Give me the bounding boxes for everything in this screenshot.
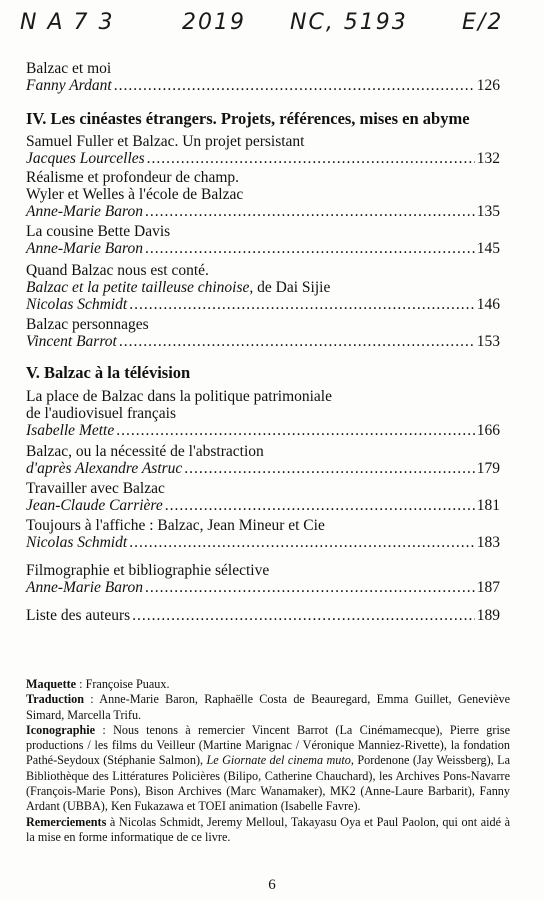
dot-leader bbox=[129, 534, 475, 552]
dot-leader bbox=[145, 203, 475, 221]
entry-title: Filmographie et bibliographie sélective bbox=[26, 562, 270, 579]
credit-label: Traduction bbox=[26, 692, 85, 707]
entry-page: 145 bbox=[476, 240, 500, 257]
handwritten-annotation bbox=[0, 10, 544, 50]
section-heading: V. Balzac à la télévision bbox=[26, 363, 191, 382]
entry-page: 183 bbox=[476, 534, 500, 551]
dot-leader bbox=[165, 497, 475, 515]
entry-title: Travailler avec Balzac bbox=[26, 480, 165, 497]
toc-entry bbox=[26, 60, 500, 95]
credit-text: , Pordenone (Jay Weissberg), La Bibliothèque des Littératures Policières (Bilipo, Catherine Chauchard), les Archives Pons-Navarre (François-Marie Pons), Bison Archives (Marc Wanamaker), MK2 (Anne-Laure Barbarit), Fanny Ardant (UBBA), Ken Fukazawa et TOEI animation (Isabelle Favre). bbox=[26, 753, 510, 814]
entry-title: La place de Balzac dans la politique patrimoniale bbox=[26, 388, 332, 405]
section-heading: IV. Les cinéastes étrangers. Projets, références, mises en abyme bbox=[26, 109, 470, 128]
credit-label: Remerciements bbox=[26, 814, 107, 829]
entry-title: Liste des auteurs bbox=[26, 607, 131, 624]
entry-title: Réalisme et profondeur de champ. bbox=[26, 169, 240, 186]
page-number: 6 bbox=[268, 877, 276, 893]
toc-entry bbox=[26, 223, 500, 258]
toc-entry bbox=[26, 443, 500, 478]
entry-author: Nicolas Schmidt bbox=[26, 296, 128, 313]
entry-title: Wyler et Welles à l'école de Balzac bbox=[26, 186, 244, 203]
entry-title: Samuel Fuller et Balzac. Un projet persistant bbox=[26, 133, 305, 150]
entry-author: Anne-Marie Baron bbox=[26, 240, 143, 257]
entry-title: Quand Balzac nous est conté. bbox=[26, 262, 209, 279]
credit-traduction bbox=[26, 692, 510, 723]
entry-author: Vincent Barrot bbox=[26, 333, 117, 350]
dot-leader bbox=[119, 333, 475, 351]
dot-leader bbox=[145, 240, 475, 258]
handwritten-copy: E/2 bbox=[462, 10, 504, 35]
handwritten-code: N A 7 3 bbox=[20, 10, 115, 35]
toc-entry bbox=[26, 262, 500, 314]
credits-block bbox=[26, 677, 510, 845]
toc-entry bbox=[26, 133, 500, 168]
dot-leader bbox=[147, 150, 475, 168]
entry-subtitle-rest: de Dai Sijie bbox=[253, 279, 331, 296]
entry-page: 179 bbox=[476, 460, 500, 477]
entry-author: Jacques Lourcelles bbox=[26, 150, 145, 167]
entry-page: 189 bbox=[476, 607, 500, 624]
entry-page: 132 bbox=[476, 150, 500, 167]
credit-text: à Nicolas Schmidt, Jeremy Melloul, Takayasu Oya et Paul Paolon, qui ont aidé à la mise en forme informatique de ce livre. bbox=[26, 814, 510, 844]
entry-page: 181 bbox=[476, 497, 500, 514]
credit-text-italic: Le Giornate del cinema muto bbox=[206, 753, 351, 768]
handwritten-year: 2019 bbox=[182, 10, 246, 35]
dot-leader bbox=[116, 422, 475, 440]
entry-subtitle-italic: Balzac et la petite tailleuse chinoise, bbox=[26, 279, 254, 296]
credit-text: : Nous tenons à remercier Vincent Barrot (La Cinémamecque), Pierre grise productions / les films du Veilleur (Martine Marignac / Véronique Manniez-Rivette), la fondation Pathé-Seydoux (Stéphanie Salmon), bbox=[26, 722, 510, 768]
entry-author: Isabelle Mette bbox=[26, 422, 115, 439]
entry-title: Balzac, ou la nécessité de l'abstraction bbox=[26, 443, 264, 460]
credit-label: Maquette bbox=[26, 677, 77, 691]
dot-leader bbox=[184, 460, 474, 478]
credit-maquette bbox=[26, 677, 510, 692]
entry-page: 135 bbox=[476, 203, 500, 220]
credit-remerciements bbox=[26, 815, 510, 846]
toc-entry bbox=[26, 388, 500, 440]
dot-leader bbox=[129, 296, 475, 314]
credit-iconographie bbox=[26, 723, 510, 815]
dot-leader bbox=[114, 77, 475, 95]
entry-title: Balzac personnages bbox=[26, 316, 149, 333]
toc-entry bbox=[26, 517, 500, 552]
entry-author: Fanny Ardant bbox=[26, 77, 112, 94]
entry-page: 187 bbox=[476, 579, 500, 596]
credit-text: : Françoise Puaux. bbox=[76, 677, 170, 691]
toc-entry bbox=[26, 316, 500, 351]
dot-leader bbox=[145, 579, 475, 597]
entry-author: Anne-Marie Baron bbox=[26, 579, 143, 596]
entry-author: Nicolas Schmidt bbox=[26, 534, 128, 551]
entry-author: Jean-Claude Carrière bbox=[26, 497, 163, 514]
entry-title: de l'audiovisuel français bbox=[26, 405, 176, 422]
entry-title: La cousine Bette Davis bbox=[26, 223, 171, 240]
dot-leader bbox=[132, 607, 475, 625]
toc-entry bbox=[26, 169, 500, 221]
toc-entry bbox=[26, 607, 500, 625]
entry-author: Anne-Marie Baron bbox=[26, 203, 143, 220]
entry-page: 126 bbox=[476, 77, 500, 94]
credit-label: Iconographie bbox=[26, 722, 96, 737]
entry-title: Balzac et moi bbox=[26, 60, 112, 77]
entry-page: 166 bbox=[476, 422, 500, 439]
toc-entry bbox=[26, 562, 500, 597]
handwritten-ref: NC, 5193 bbox=[290, 10, 408, 35]
entry-subtitle bbox=[26, 279, 500, 296]
entry-page: 146 bbox=[476, 296, 500, 313]
entry-page: 153 bbox=[476, 333, 500, 350]
entry-author: d'après Alexandre Astruc bbox=[26, 460, 183, 477]
toc-entry bbox=[26, 480, 500, 515]
entry-title: Toujours à l'affiche : Balzac, Jean Mineur et Cie bbox=[26, 517, 325, 534]
credit-text: : Anne-Marie Baron, Raphaëlle Costa de Beauregard, Emma Guillet, Geneviève Simard, Marcella Trifu. bbox=[26, 692, 510, 722]
